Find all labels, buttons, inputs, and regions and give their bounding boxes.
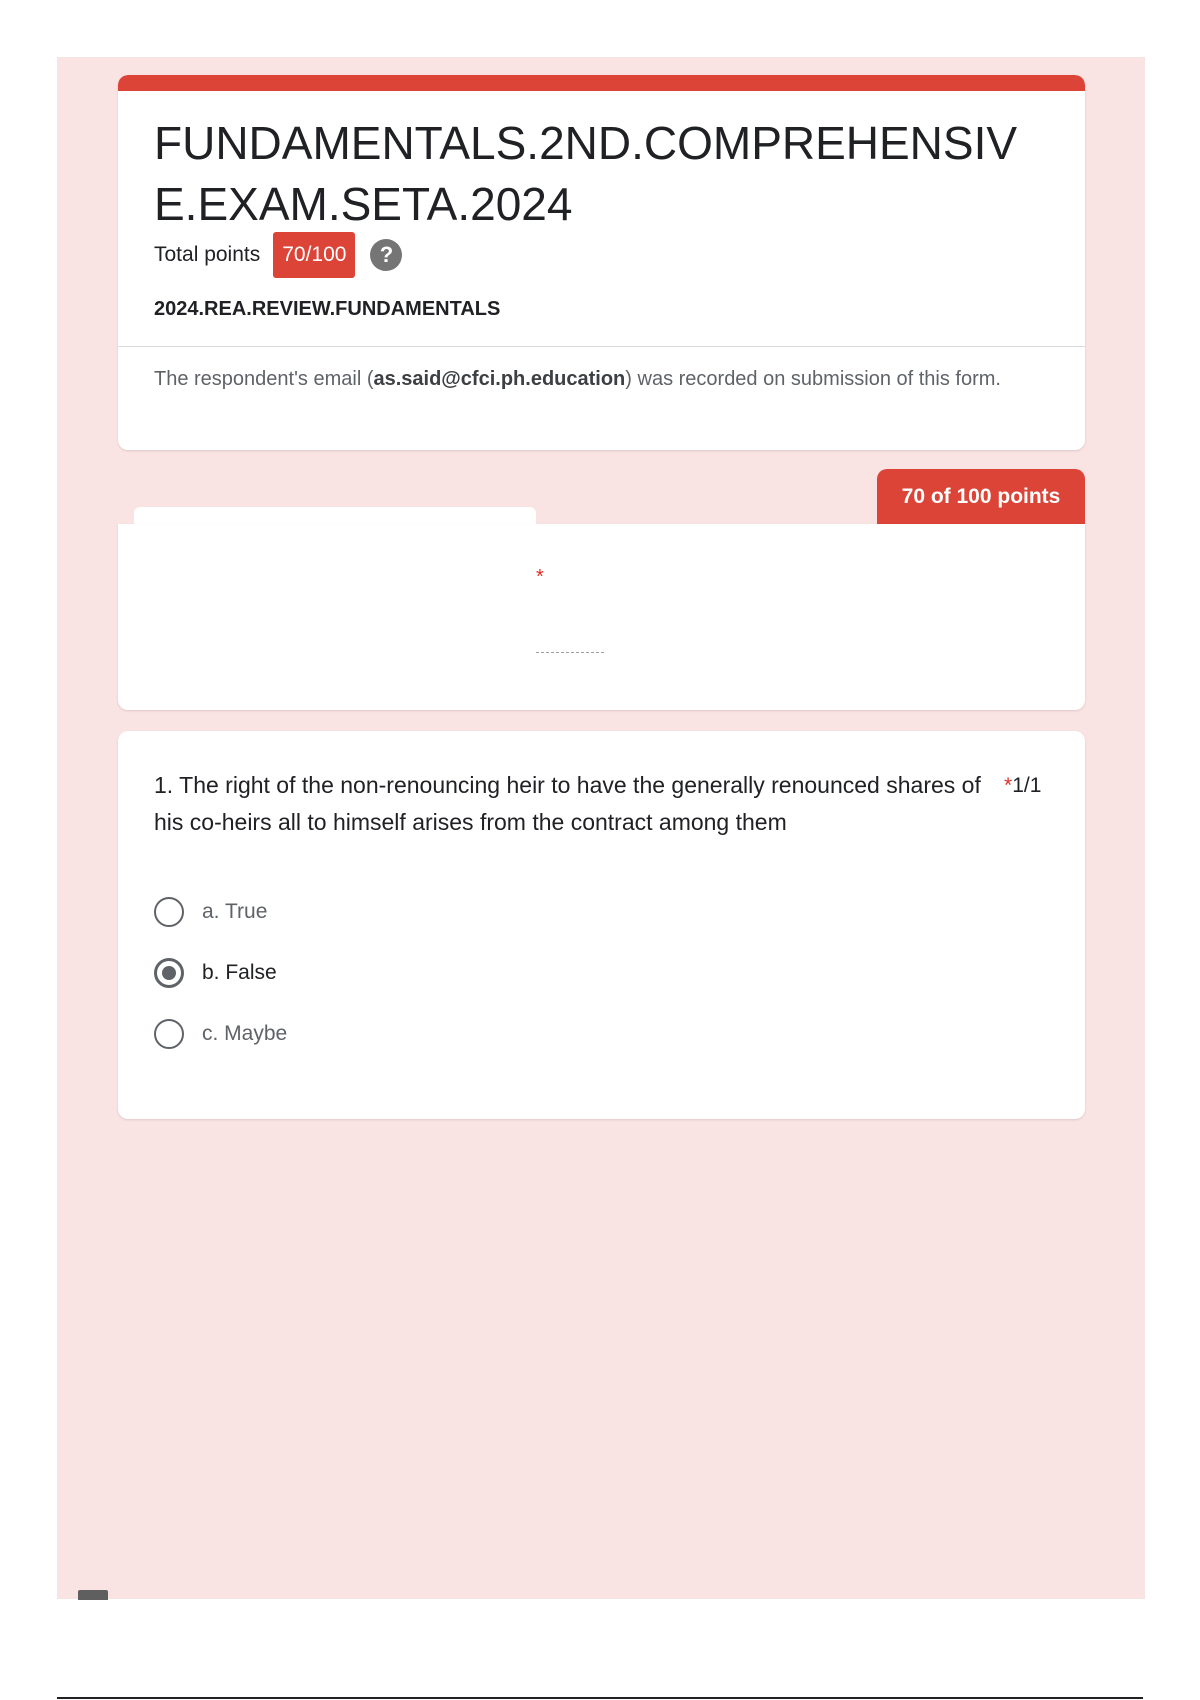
- total-points-label: Total points: [154, 243, 261, 266]
- question-text: 1. The right of the non-renouncing heir to have the generally renounced shares of his co-heirs all to himself arises from the contract among them: [154, 772, 981, 835]
- form-header-card: [118, 75, 1085, 450]
- header-accent-bar: [118, 75, 1085, 91]
- total-points-row: [154, 232, 402, 278]
- corner-mark: [78, 1590, 108, 1600]
- option-a[interactable]: [154, 895, 267, 929]
- name-question-card: [118, 524, 1085, 710]
- score-tab: 70 of 100 points: [877, 469, 1085, 525]
- radio-unchecked-icon[interactable]: [154, 897, 184, 927]
- help-circle-icon[interactable]: ?: [370, 239, 402, 271]
- required-marker: *: [1004, 774, 1013, 797]
- bottom-rule: [57, 1697, 1143, 1699]
- header-divider: [118, 346, 1085, 347]
- question-card: [118, 731, 1085, 1119]
- radio-unchecked-icon[interactable]: [154, 1019, 184, 1049]
- form-title: FUNDAMENTALS.2ND.COMPREHENSIVE.EXAM.SETA.2024: [154, 117, 1018, 230]
- radio-checked-icon[interactable]: [154, 958, 184, 988]
- option-b[interactable]: [154, 956, 277, 990]
- required-marker: *: [536, 566, 544, 588]
- option-c[interactable]: [154, 1017, 287, 1051]
- email-note-prefix: The respondent's email (: [154, 368, 374, 390]
- form-description: 2024.REA.REVIEW.FUNDAMENTALS: [154, 298, 501, 320]
- option-label: c. Maybe: [202, 1022, 288, 1045]
- option-label: b. False: [202, 961, 277, 984]
- total-points-badge: 70/100: [273, 232, 355, 278]
- short-answer-field: [536, 652, 604, 653]
- question-points: 1/1: [1012, 774, 1042, 797]
- question-score: [1004, 767, 1041, 804]
- option-label: a. True: [202, 900, 268, 923]
- respondent-email: as.said@cfci.ph.education: [373, 368, 626, 390]
- email-note-suffix: ) was recorded on submission of this form.: [625, 368, 1001, 390]
- respondent-email-note: [154, 364, 1034, 394]
